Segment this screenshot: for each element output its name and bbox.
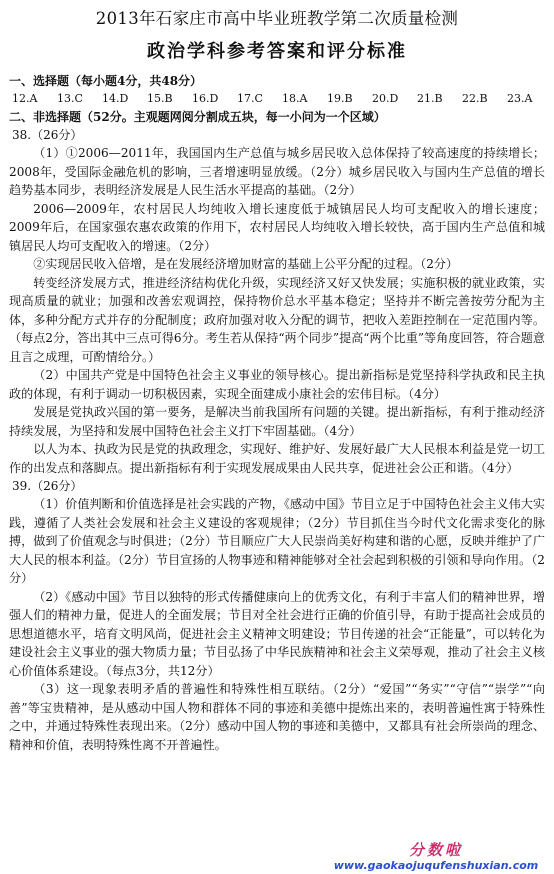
q39-paragraph: （2）《感动中国》节目以独特的形式传播健康向上的优秀文化，有利于丰富人们的精神世界，增强人们的精神力量，促进人的全面发展；节目对全社会进行正确的价值引导，有助于提高社会成员的思想道德水平，培育文明风尚，促进社会主义精神文明建设；节目传递的社会“正能量”，可以转化为建设社会主义事业的强大物质力量；节目弘扬了中华民族精神和社会主义荣辱观，推动了社会主义核心价值体系建设。（每点3分，共12分） [9, 589, 545, 678]
answer-key-title: 政治学科参考答案和评分标准 [147, 41, 407, 62]
q38-paragraph: 2006—2009年，农村居民人均纯收入增长速度低于城镇居民人均可支配收入的增长速度；2009年后，在国家强农惠农政策的作用下，农村居民人均纯收入增长较快，高于国内生产总值和城镇居民人均可支配收入的增速。（2分） [9, 201, 545, 253]
answer-item: 22.B [462, 92, 488, 105]
q38-paragraph: ②实现居民收入倍增，是在发展经济增加财富的基础上公平分配的过程。（2分） [33, 257, 459, 271]
exam-title: 2013年石家庄市高中毕业班教学第二次质量检测 [95, 9, 459, 28]
answer-item: 21.B [417, 92, 443, 105]
q38-paragraph: 以人为本、执政为民是党的执政理念，实现好、维护好、发展好最广大人民根本利益是党一切工作的出发点和落脚点。提出新指标有利于实现发展成果由人民共享，促进社会公正和谐。（4分） [9, 442, 545, 475]
multiple-choice-answers [12, 90, 545, 108]
answer-item: 18.A [282, 92, 308, 105]
q38-paragraph: （2）中国共产党是中国特色社会主义事业的领导核心。提出新指标是党坚持科学执政和民主执政的体现，有利于调动一切积极因素，实现全面建成小康社会的宏伟目标。（4分） [9, 368, 545, 401]
watermark-url: www.gaokaojuqufenshuxian.com [326, 859, 546, 872]
section-2-heading: 二、非选择题（52分。主观题网阅分割成五块，每一小问为一个区域） [9, 110, 386, 124]
section-1-heading: 一、选择题（每小题4分，共48分） [9, 74, 203, 88]
answer-item: 16.D [192, 92, 219, 105]
answer-item: 20.D [372, 92, 399, 105]
question-38-label: 38.（26分） [12, 128, 83, 142]
q39-paragraph: （1）价值判断和价值选择是社会实践的产物，《感动中国》节目立足于中国特色社会主义伟大实践，遵循了人类社会发展和社会主义建设的客观规律；（2分）节目抓住当今时代文化需求变化的脉搏，做到了价值观念与时俱进；（2分）节目顺应广大人民崇尚美好构建和谐的心愿，反映并维护了广大人民的根本利益。（2分）节目宣扬的人物事迹和精神能够对全社会起到积极的引领和导向作用。（2分） [9, 497, 545, 585]
q39-paragraph: （3）这一现象表明矛盾的普遍性和特殊性相互联结。（2分）“爱国”“务实”“守信”“崇学”“向善”等宝贵精神，是从感动中国人物和群体不同的事迹和美德中提炼出来的，表明普遍性寓于特殊性之中，并通过特殊性表现出来。（2分）感动中国人物的事迹和美德中，又都具有社会所崇尚的理念、精神和价值，表明特殊性离不开普遍性。 [9, 682, 545, 752]
watermark-logo-text: 分数啦 [408, 841, 463, 859]
answer-item: 23.A [507, 92, 533, 105]
question-39-label: 39.（26分） [12, 479, 83, 493]
answer-item: 12.A [12, 92, 38, 105]
answer-item: 14.D [102, 92, 129, 105]
q38-paragraph: 转变经济发展方式，推进经济结构优化升级，实现经济又好又快发展；实施积极的就业政策，实现高质量的就业；加强和改善宏观调控，保持物价总水平基本稳定；坚持并不断完善按劳分配为主体，多种分配方式并存的分配制度；政府加强对收入分配的调节，把收入差距控制在一定范围内等。（每点2分，答出其中三点可得6分。考生若从保持“两个同步”提高“两个比重”等角度回答，符合题意且言之成理，可酌情给分。） [9, 275, 545, 364]
q38-paragraph: （1）①2006—2011年，我国国内生产总值与城乡居民收入总体保持了较高速度的持续增长；2008年，受国际金融危机的影响，三者增速明显放缓。（2分）城乡居民收入与国内生产总值的增长趋势基本同步，表明经济发展是人民生活水平提高的基础。（2分） [9, 146, 545, 197]
answer-item: 15.B [147, 92, 173, 105]
answer-item: 17.C [237, 92, 263, 105]
answer-item: 13.C [57, 92, 83, 105]
answer-item: 19.B [327, 92, 353, 105]
site-watermark [326, 841, 546, 872]
q38-paragraph: 发展是党执政兴国的第一要务，是解决当前我国所有问题的关键。提出新指标，有利于推动经济持续发展，为坚持和发展中国特色社会主义打下牢固基础。（4分） [9, 405, 545, 438]
